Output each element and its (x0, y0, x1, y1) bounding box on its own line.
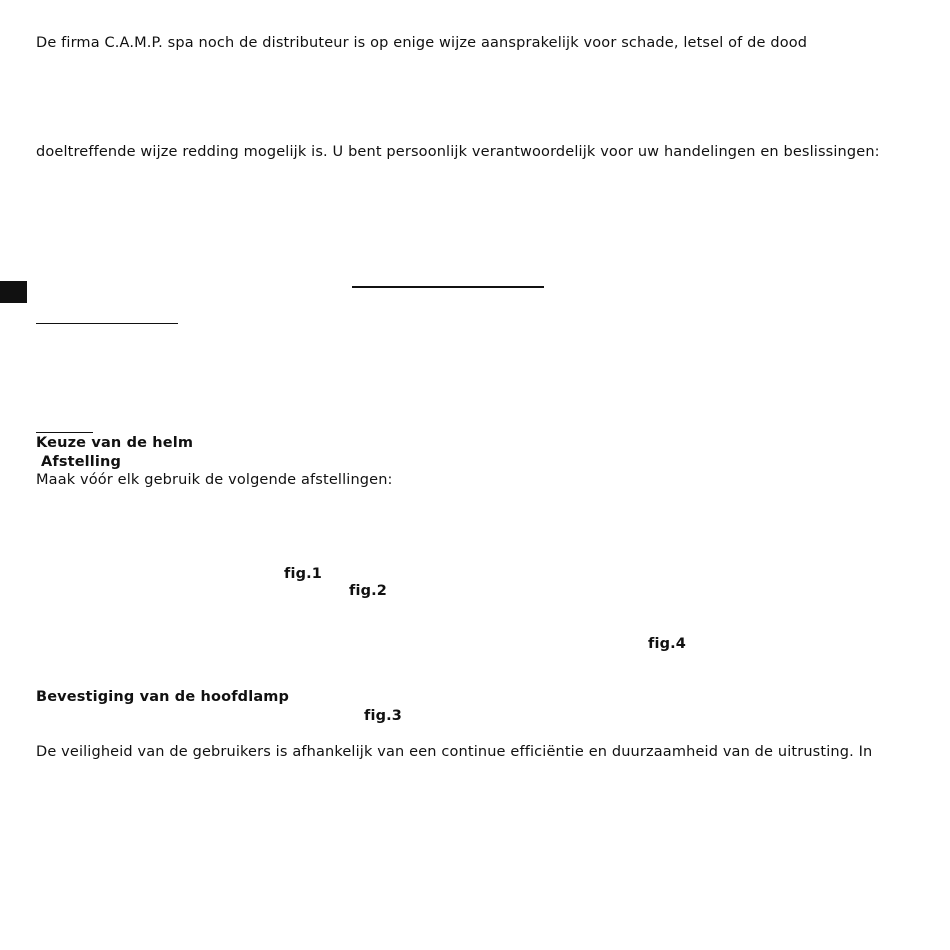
divider-rule-left (36, 323, 178, 324)
divider-rule-center (352, 286, 544, 288)
heading-adjustment: Afstelling (41, 454, 122, 470)
side-tab-marker (0, 281, 27, 303)
paragraph-responsibility: doeltreffende wijze redding mogelijk is. U bent persoonlijk verantwoordelijk voor uw handelingen en beslissingen: (36, 144, 880, 160)
figure-label-1: fig.1 (284, 566, 323, 582)
figure-label-3: fig.3 (364, 708, 403, 724)
paragraph-safety: De veiligheid van de gebruikers is afhankelijk van een continue efficiëntie en duurzaamheid van de uitrusting. In (36, 744, 873, 760)
figure-label-2: fig.2 (349, 583, 388, 599)
divider-rule-short (36, 432, 93, 433)
paragraph-liability: De firma C.A.M.P. spa noch de distributeur is op enige wijze aansprakelijk voor schade, letsel of de dood (36, 35, 808, 51)
figure-label-4: fig.4 (648, 636, 687, 652)
heading-helmet-choice: Keuze van de helm (36, 435, 194, 451)
paragraph-adjustments: Maak vóór elk gebruik de volgende afstellingen: (36, 472, 393, 488)
heading-headlamp: Bevestiging van de hoofdlamp (36, 689, 290, 705)
